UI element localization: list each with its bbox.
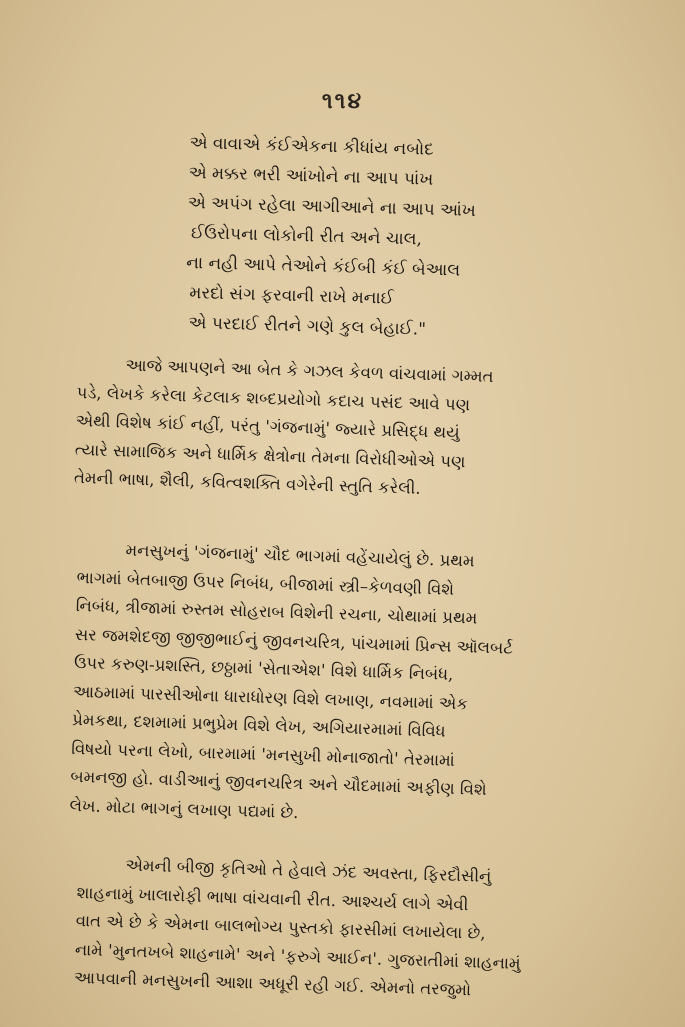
- paragraph-line: ઉપર કરુણ-પ્રશસ્તિ, છઠ્ઠામાં 'સેતાએશ' વિશે ધાર્મિક નિબંધ,: [73, 652, 454, 684]
- paragraph-line: નિબંધ, ત્રીજામાં રુસ્તમ સોહરાબ વિશેની રચના, ચોથામાં પ્રથમ: [75, 595, 478, 628]
- verse-line: એ વાવાએ કંઈએકના કીધાંય નબોદ: [189, 132, 434, 160]
- paragraph-line: મનસુખનું 'ગંજનામું' ચૌદ ભાગમાં વહેંચાયેલું છે. પ્રથમ: [125, 540, 475, 571]
- paragraph-line: આજે આપણને આ બેત કે ગઝલ કેવળ વાંચવામાં ગમ્મત: [125, 355, 494, 387]
- paragraph-line: બમનજી હો. વાડીઆનું જીવનચરિત્ર અને ચૌદમામાં અફીણ વિશે: [70, 766, 487, 799]
- paragraph-line: વિષયો પરના લેખો, બારમામાં 'મનસુખી મોનાજાતો' તેરમામાં: [71, 738, 456, 770]
- page-number: ૧૧૪: [321, 88, 364, 114]
- verse-line: ઈઉરોપના લોકોની રીત અને ચાલ,: [190, 223, 423, 250]
- verse-line: એ મક્કર ભરી આંખોને ના આપ પાંખ: [188, 162, 434, 190]
- paragraph-line: આઠમામાં પારસીઓના ધારાધોરણ વિશે લખાણ, નવમામાં એક: [72, 681, 469, 713]
- paragraph-line: આપવાની મનસુખની આશા અધૂરી રહી ગઈ. એમનો તરજુમો: [73, 967, 472, 1000]
- paragraph: [74, 850, 638, 1010]
- paragraph-line: સર જમશેદજી જીજીભાઈનું જીવનચરિત્ર, પાંચમામાં પ્રિન્સ ઑલબર્ટ: [74, 624, 514, 658]
- paragraph-line: પ્રેમકથા, દશમામાં પ્રભુપ્રેમ વિશે લેખ, અગિયારમામાં વિવિધ: [71, 709, 446, 741]
- paragraph-line: શાહનામું ખાલારોફી ભાષા વાંચવાની રીત. આશ્ચર્ય લાગે એવી: [76, 882, 469, 914]
- paragraph-line: તેમની ભાષા, શૈલી, કવિત્વશક્તિ વગેરેની સ્તુતિ કરેલી.: [73, 467, 421, 498]
- paragraph-line: એમની બીજી કૃતિઓ તે હેવાલે ઝંદ અવસ્તા, ફિરદૌસીનું: [125, 855, 492, 886]
- paragraph-line: પડે, લેખકે કરેલા કેટલાક શબ્દપ્રયોગો કદાચ પસંદ આવે પણ: [76, 382, 471, 414]
- paragraph-line: વાત એ છે કે એમના બાલભોગ્ય પુસ્તકો ફારસીમાં લખાયેલા છે,: [75, 910, 486, 943]
- paragraph-line: એથી વિશેષ કાંઈ નહીં, પરંતુ 'ગંજનામું' જ્યારે પ્રસિદ્ધ થયું: [75, 410, 461, 443]
- paragraph: [69, 535, 638, 837]
- verse-line: મરદો સંગ ફરવાની રાખે મનાઈ: [189, 283, 395, 309]
- paragraph: [74, 350, 638, 510]
- paragraph-line: ત્યારે સામાજિક અને ધાર્મિક ક્ષેત્રોના તેમના વિરોધીઓએ પણ: [74, 439, 466, 471]
- verse-line: ના નહી આપે તેઓને કંઈબી કંઈ બેઆલ: [185, 252, 461, 281]
- paragraph-line: નામે 'મુનતખબે શાહનામે' અને 'ફરુગે આઈન'. ગુજરાતીમાં શાહનામું: [74, 939, 521, 973]
- paragraph-line: ભાગમાં બેતબાજી ઉપર નિબંધ, બીજામાં સ્ત્રી–કેળવણી વિશે: [76, 567, 455, 599]
- verse-line: એ પરદાઈ રીતને ગણે કુલ બેહાઈ.": [188, 313, 427, 340]
- verse-line: એ અપંગ રહેલા આગીઆને ના આપ આંખ: [187, 192, 476, 222]
- verse-block: [184, 128, 570, 349]
- paragraph-line: લેખ. મોટા ભાગનું લખાણ પદ્યમાં છે.: [69, 795, 299, 822]
